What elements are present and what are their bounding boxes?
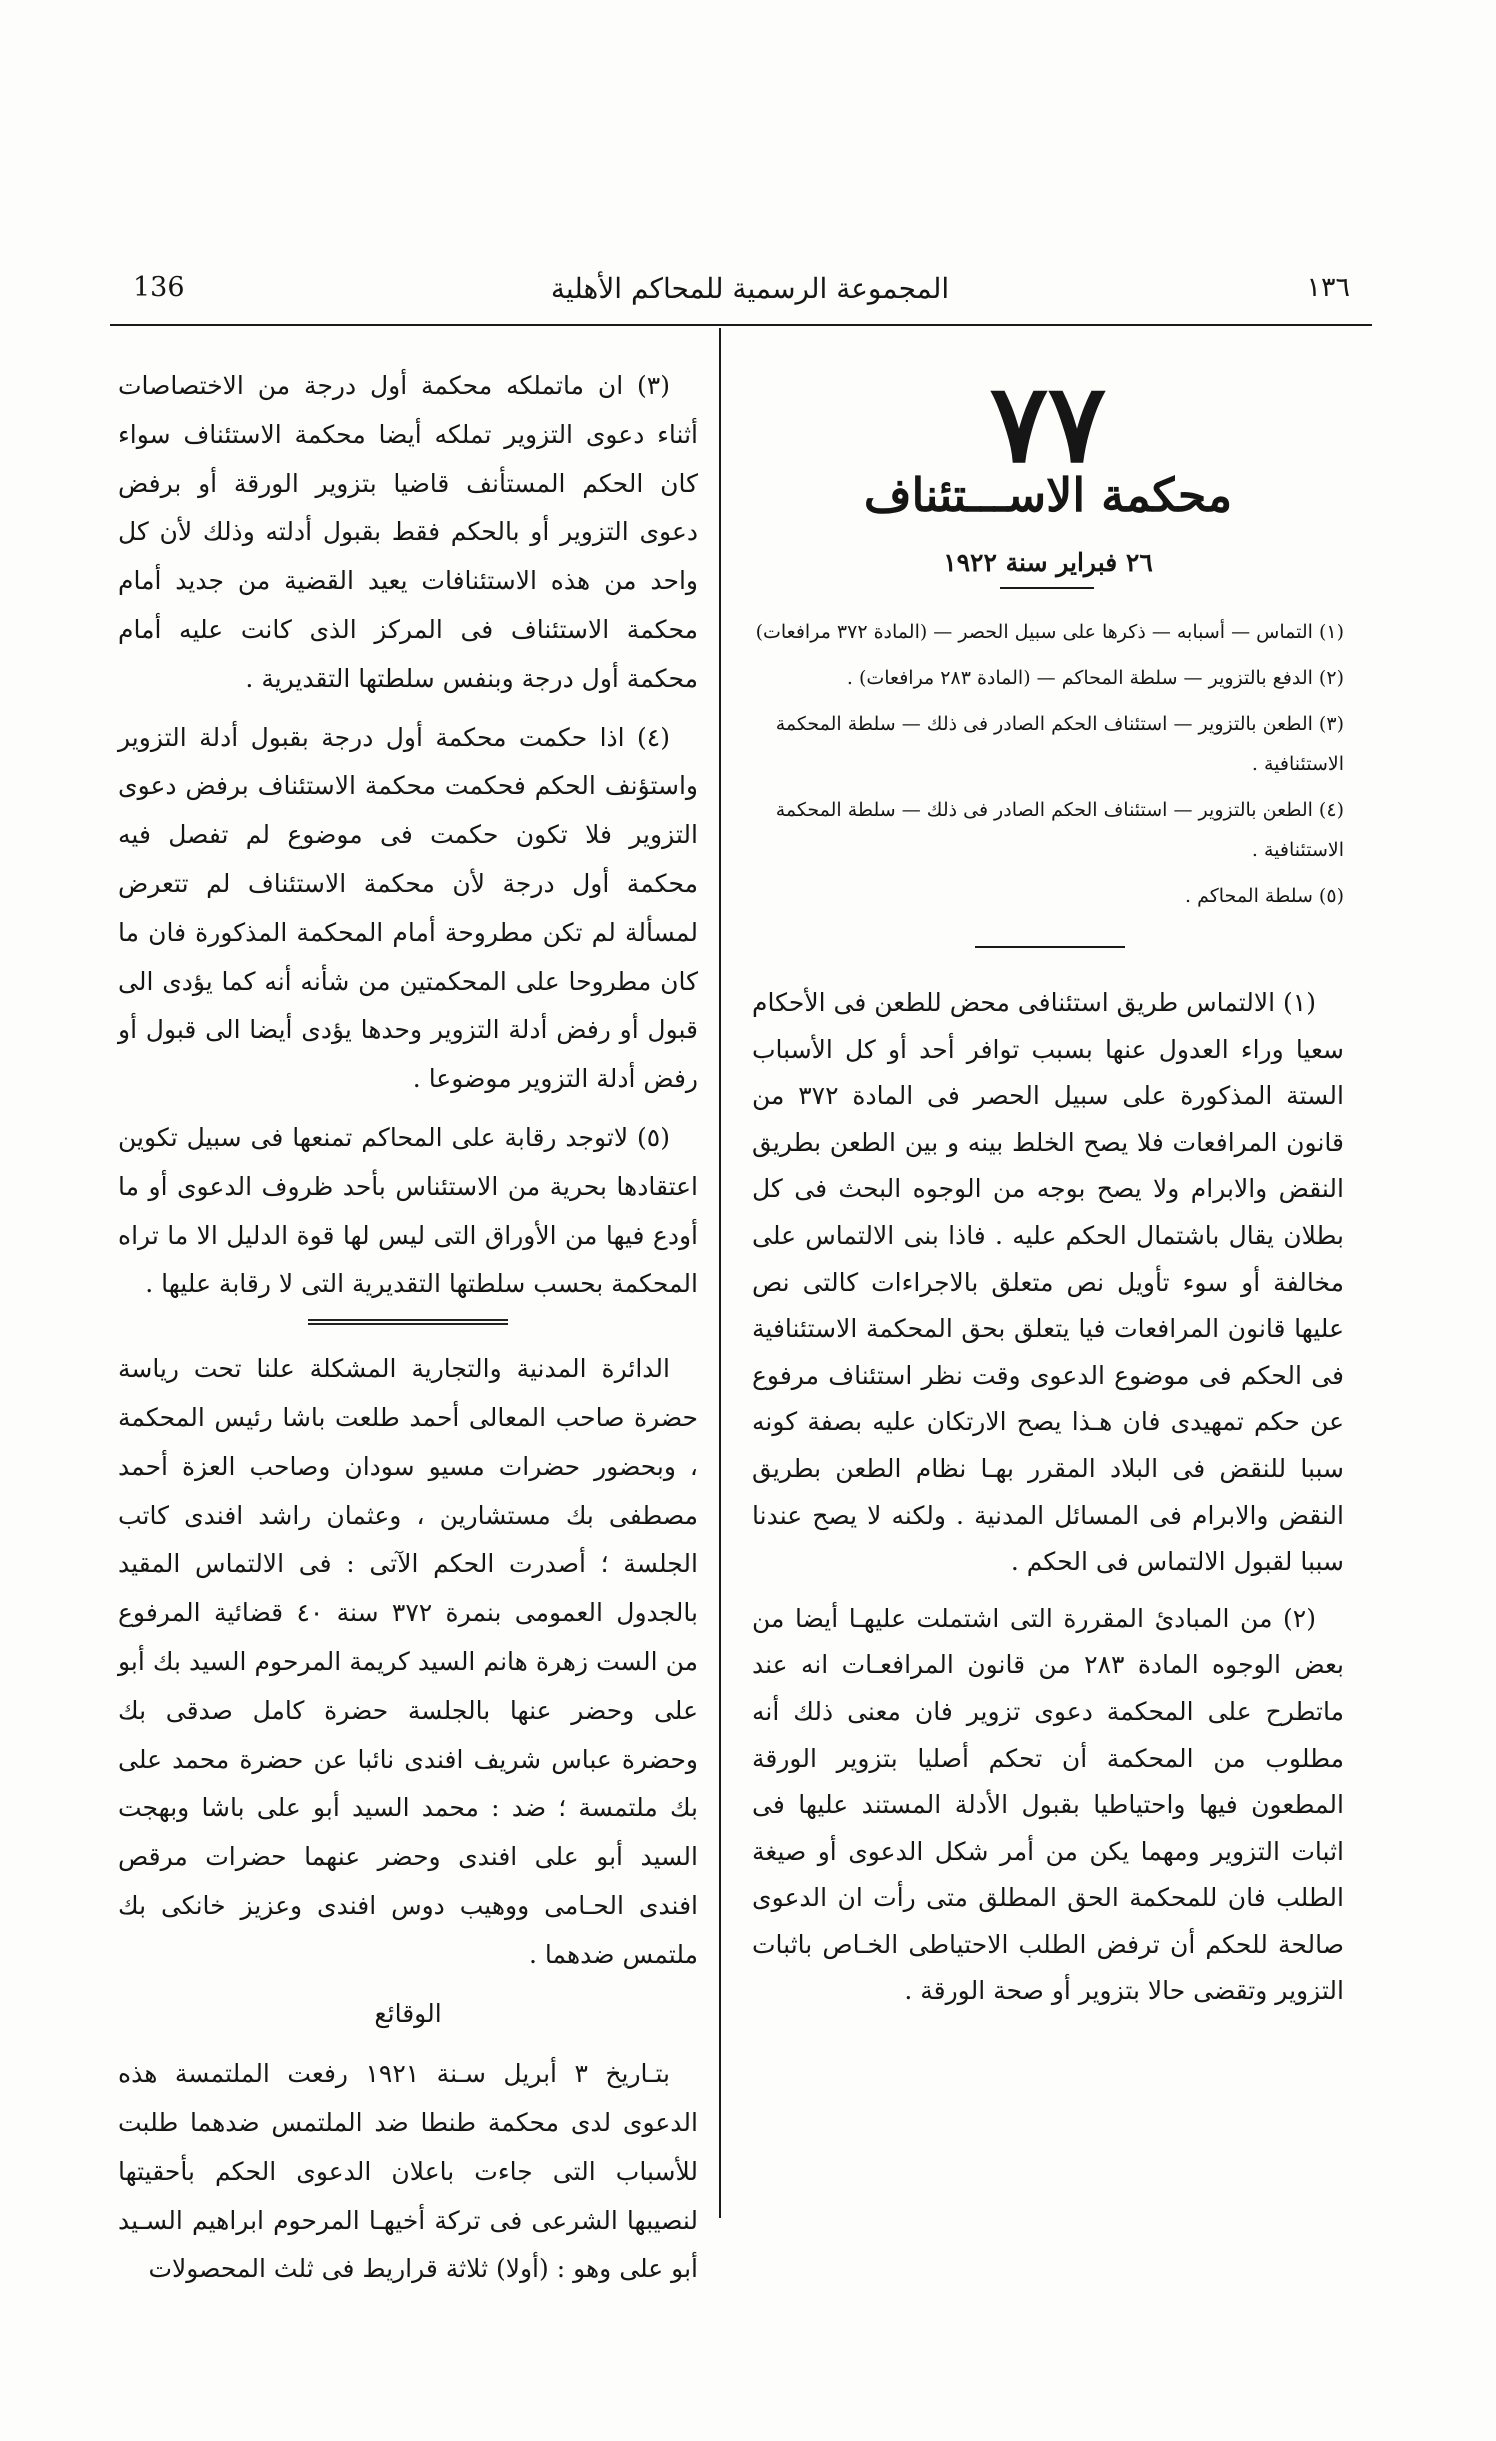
- principle-paragraph: (٢) من المبادئ المقررة التى اشتملت عليهـا أيضا من بعض الوجوه المادة ٢٨٣ من قانون المرافعـات انه عند ماتطرح على المحكمة دعوى تزوير فان معنى ذلك أنه مطلوب من المحكمة أن تحكم أصليا بتزوير الورقة المطعون فيها واحتياطيا بقبول الأدلة المستند عليها فى اثبات التزوير ومهما يكن من أمر شكل الدعوى أو صيغة الطلب فان للمحكمة الحق المطلق متى رأت ان الدعوى صالحة للحكم أن ترفض الطلب الاحتياطى الخـاص باثبات التزوير وتقضى حالا بتزوير أو صحة الورقة .: [752, 1603, 1345, 2006]
- section-double-rule-top: [308, 1319, 508, 1321]
- judgment-date: ٢٦ فبراير سنة ١٩٢٢: [943, 548, 1153, 577]
- header-rule: [110, 324, 1372, 326]
- principle-paragraph: (٣) ان ماتملكه محكمة أول درجة من الاختصاصات أثناء دعوى التزوير تملكه أيضا محكمة الاستئناف سواء كان الحكم المستأنف قاضيا بتزوير الورقة أو برفض دعوى التزوير أو بالحكم فقط بقبول أدلته وذلك لأن كل واحد من هذه الاستئنافات يعيد القضية من جديد أمام محكمة الاستئناف فى المركز الذى كانت عليه أمام محكمة أول درجة وبنفس سلطتها التقديرية .: [118, 371, 698, 693]
- right-column-body: [752, 980, 1344, 2025]
- page-number-latin: 136: [133, 272, 185, 303]
- principle-paragraph: (٤) اذا حكمت محكمة أول درجة بقبول أدلة التزوير واستؤنف الحكم فحكمت محكمة الاستئناف برفض دعوى التزوير فلا تكون حكمت فى موضوع لم تفصل فيه محكمة أول درجة لأن محكمة الاستئناف لم تتعرض لمسألة لم تكن مطروحة أمام المحكمة المذكورة فان ما كان مطروحا على المحكمتين من شأنه أنه كما يؤدى الى قبول أو رفض أدلة التزوير وحدها يؤدى أيضا الى قبول أو رفض أدلة التزوير موضوعا .: [118, 722, 698, 1094]
- headnote-item: (٥) سلطة المحاكم .: [1185, 885, 1344, 907]
- headnotes-list: [752, 612, 1344, 922]
- date-rule: [1000, 587, 1094, 589]
- principle-paragraph: (١) الالتماس طريق استئنافى محض للطعن فى الأحكام سعيا وراء العدول عنها بسبب توافر أحد أو كل الأسباب الستة المذكورة على سبيل الحصر فى المادة ٣٧٢ من قانون المرافعات فلا يصح الخلط بينه و بين الطعن بطريق النقض والابرام ولا يصح بوجه من الوجوه البحث فى كل بطلان يقال باشتمال الحكم عليه . فاذا بنى الالتماس على مخالفة أو سوء تأويل نص متعلق بالاجراءات كالتى نص عليها قانون المرافعات فيا يتعلق بحق المحكمة الاستئنافية فى الحكم فى موضوع الدعوى وقت نظر استئناف مرفوع عن حكم تمهيدى فان هـذا يصح الارتكان عليه بصفة كونه سببا للنقض فى البلاد المقرر بهـا نظام الطعن بطريق النقض والابرام فى المسائل المدنية . ولكنه لا يصح عندنا سببا لقبول الالتماس فى الحكم .: [752, 988, 1344, 1577]
- headnote-item: (٣) الطعن بالتزوير — استئناف الحكم الصادر فى ذلك — سلطة المحكمة الاستئنافية .: [775, 713, 1344, 775]
- facts-heading: الوقائع: [374, 1998, 442, 2028]
- court-name: محكمة الاســـتئناف: [863, 468, 1233, 522]
- section-double-rule-bottom: [308, 1323, 508, 1325]
- left-column-body: [118, 362, 698, 2304]
- column-divider: [719, 328, 721, 2218]
- facts-paragraph: بتـاريخ ٣ أبريل سـنة ١٩٢١ رفعت الملتمسة هذه الدعوى لدى محكمة طنطا ضد الملتمس ضدهما طلبت للأسباب التى جاءت باعلان الدعوى الحكم بأحقيتها لنصيبها الشرعى فى تركة أخيهـا المرحوم ابراهيم السـيد أبو على وهو : (أولا) ثلاثة قراريط فى ثلث المحصولات: [118, 2059, 698, 2284]
- running-title: المجموعة الرسمية للمحاكم الأهلية: [550, 272, 950, 305]
- headnote-item: (٢) الدفع بالتزوير — سلطة المحاكم — (المادة ٢٨٣ مرافعات) .: [846, 667, 1344, 689]
- headnote-item: (١) التماس — أسبابه — ذكرها على سبيل الحصر — (المادة ٣٧٢ مرافعات): [755, 621, 1344, 643]
- principle-paragraph: (٥) لاتوجد رقابة على المحاكم تمنعها فى سبيل تكوين اعتقادها بحرية من الاستئناس بأحد ظروف الدعوى أو ما أودع فيها من الأوراق التى ليس لها قوة الدليل الا ما تراه المحكمة بحسب سلطتها التقديرية التى لا رقابة عليها .: [118, 1122, 698, 1299]
- headnote-item: (٤) الطعن بالتزوير — استئناف الحكم الصادر فى ذلك — سلطة المحكمة الاستئنافية .: [775, 799, 1344, 861]
- case-number: ٧٧: [989, 361, 1106, 487]
- headnotes-rule: [975, 946, 1125, 948]
- page-number-arabic: ١٣٦: [1306, 272, 1350, 303]
- court-composition-paragraph: الدائرة المدنية والتجارية المشكلة علنا تحت رياسة حضرة صاحب المعالى أحمد طلعت باشا رئيس المحكمة ، وبحضور حضرات مسيو سودان وصاحب العزة أحمد مصطفى بك مستشارين ، وعثمان راشد افندى كاتب الجلسة ؛ أصدرت الحكم الآتى : فى الالتماس المقيد بالجدول العمومى بنمرة ٣٧٢ سنة ٤٠ قضائية المرفوع من الست زهرة هانم السيد كريمة المرحوم السيد بك أبو على وحضر عنها بالجلسة حضرة كامل صدقى بك وحضرة عباس شريف افندى نائبا عن حضرة محمد على بك ملتمسة ؛ ضد : محمد السيد أبو على باشا وبهجت السيد أبو على افندى وحضر عنهما حضرات مرقص افندى الحـامى ووهيب دوس افندى وعزيز خانكى بك ملتمس ضدهما .: [118, 1354, 698, 1969]
